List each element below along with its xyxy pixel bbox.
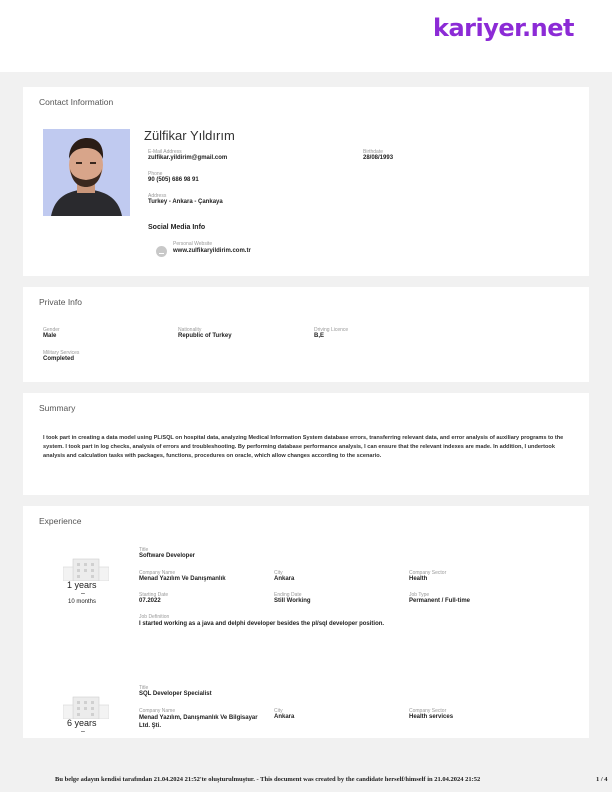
building-icon (63, 691, 109, 719)
website-icon (156, 246, 167, 257)
nationality-label: Nationality (178, 327, 202, 333)
job-title-label: Title (139, 685, 149, 691)
profile-photo (43, 129, 130, 216)
footer-note: Bu belge adayın kendisi tarafından 21.04.2024 21:52'te oluşturulmuştur. - This document was created by the candidate herself/himself in 21.04.2024 21:52 (55, 776, 481, 783)
duration-dash: – (81, 590, 85, 597)
start-date-value: 07.2022 (139, 598, 161, 604)
gender-value: Male (43, 333, 57, 339)
job-type-value: Permanent / Full-time (409, 598, 471, 604)
phone-value[interactable]: 90 (505) 686 98 91 (148, 177, 199, 183)
social-media-heading: Social Media Info (148, 224, 206, 231)
start-date-label: Starting Date (139, 592, 169, 598)
experience-duration-years: 6 years (67, 718, 97, 728)
sector-value: Health (409, 576, 428, 582)
job-definition-value: I started working as a java and delphi developer besides the pl/sql developer position. (139, 621, 385, 627)
experience-duration-years: 1 years (67, 580, 97, 590)
city-value: Ankara (274, 576, 295, 582)
private-info-card (23, 287, 589, 382)
header-bar (0, 0, 612, 72)
website-link[interactable]: www.zulfikaryildirim.com.tr (173, 248, 251, 254)
end-date-label: Ending Date (274, 592, 302, 598)
address-value: Turkey - Ankara - Çankaya (148, 199, 223, 205)
email-value[interactable]: zulfikar.yildirim@gmail.com (148, 155, 228, 161)
city-value: Ankara (274, 714, 295, 720)
sector-label: Company Sector (409, 708, 447, 714)
military-value: Completed (43, 356, 75, 362)
kariyer-logo[interactable]: kariyer.net (432, 14, 574, 42)
experience-duration-months: 10 months (68, 599, 97, 605)
job-type-label: Job Type (409, 592, 430, 598)
licence-value: B,E (314, 333, 325, 339)
candidate-name: Zülfikar Yıldırım (144, 128, 235, 143)
building-icon (63, 553, 109, 581)
city-label: City (274, 708, 283, 714)
job-definition-label: Job Definition (139, 614, 170, 620)
email-label: E-Mail Address (148, 149, 182, 155)
experience-heading: Experience (39, 516, 82, 526)
company-label: Company Name (139, 570, 176, 576)
company-label: Company Name (139, 708, 176, 714)
sector-value: Health services (409, 714, 454, 720)
contact-info-heading: Contact Information (39, 97, 114, 107)
page-number: 1 / 4 (596, 776, 608, 783)
city-label: City (274, 570, 283, 576)
company-value: Menad Yazılım Ve Danışmanlık (139, 576, 226, 582)
sector-label: Company Sector (409, 570, 447, 576)
nationality-value: Republic of Turkey (178, 333, 232, 339)
experience-card (23, 506, 589, 738)
job-title-value: SQL Developer Specialist (139, 691, 212, 697)
website-label: Personal Website (173, 241, 213, 247)
address-label: Address (148, 193, 167, 199)
licence-label: Driving Licence (314, 327, 349, 333)
birthdate-value: 28/08/1993 (363, 155, 394, 161)
phone-label: Phone (148, 171, 163, 177)
summary-heading: Summary (39, 403, 76, 413)
end-date-value: Still Working (274, 598, 311, 604)
summary-card (23, 393, 589, 495)
summary-text: I took part in creating a data model using PL/SQL on hospital data, analyzing Medical Information System database errors, transferring relevant data, and error analysis of auxiliary programs to the system. I took part in log checks, analysis of errors and troubleshooting. By performing database performance analysis, I can ensure that the relevant indexes are made. In addition, I undertook analysis and calculation tasks with packages, functions, procedures on oracle, which allow changes according to the scenario. (43, 435, 564, 459)
military-label: Military Services (43, 350, 80, 356)
job-title-value: Software Developer (139, 553, 196, 559)
gender-label: Gender (43, 327, 60, 333)
private-info-heading: Private Info (39, 297, 82, 307)
duration-dash: – (81, 728, 85, 735)
job-title-label: Title (139, 547, 149, 553)
birthdate-label: Birthdate (363, 149, 384, 155)
contact-info-card (23, 87, 589, 276)
company-value: Menad Yazılım, Danışmanlık Ve Bilgisayar Ltd. Şti. (139, 715, 258, 729)
page-footer (0, 776, 612, 792)
